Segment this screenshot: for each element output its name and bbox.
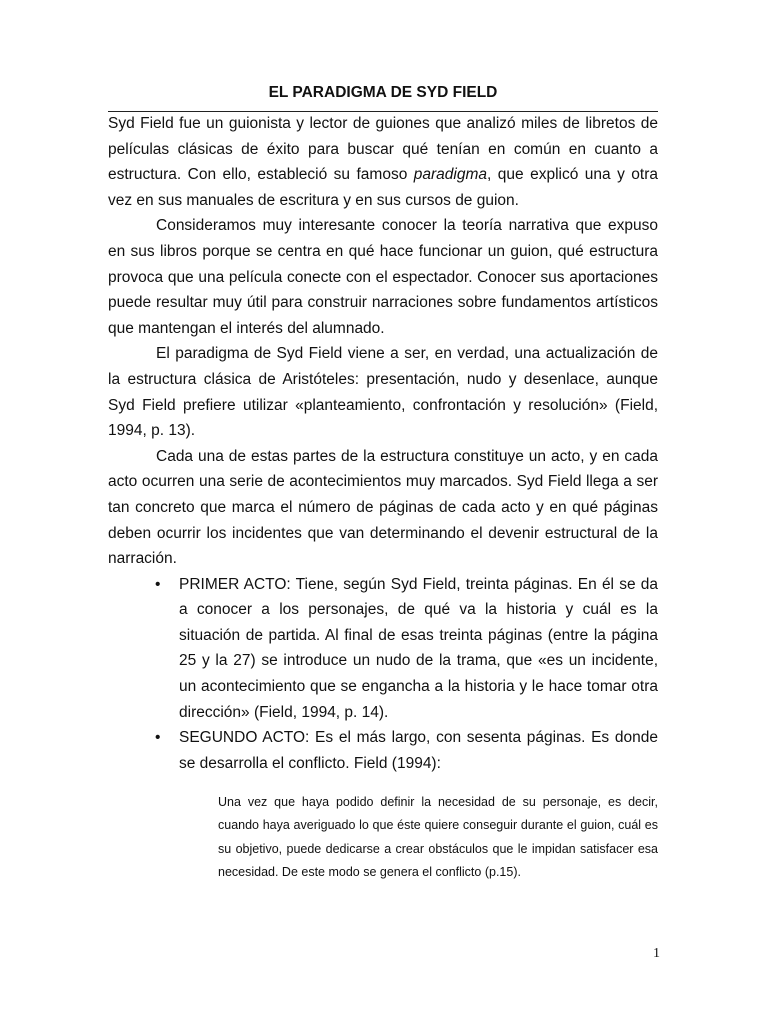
list-item-primer-acto [108, 572, 658, 726]
paragraph-1-start: Syd Field fue un guionista y lector de guiones que analizó miles de libretos de películas clásicas de éxito para buscar qué tenían en común en cuanto a estructura. Con ello, estableció su famoso [108, 115, 658, 184]
paragraph-1-end: , que explicó una y otra vez en sus manuales de escritura y en sus cursos de guion. [108, 166, 658, 209]
list-item-text: PRIMER ACTO: Tiene, según Syd Field, treinta páginas. En él se da a conocer a los personajes, de qué va la historia y cuál es la situación de partida. Al final de esas treinta páginas (entre la página 25 y la 27) se introduce un nudo de la trama, que «es un incidente, un acontecimiento que se engancha a la historia y le hace tomar otra dirección» (Field, 1994, p. 14). [179, 575, 658, 721]
bullet-dot-icon: • [155, 575, 161, 593]
acts-list [108, 572, 658, 777]
list-item-segundo-acto [108, 725, 658, 776]
paragraph-2: Consideramos muy interesante conocer la teoría narrativa que expuso en sus libros porque se centra en qué hace funcionar un guion, qué estructura provoca que una película conecte con el espectador. Conocer sus aportaciones puede resultar muy útil para construir narraciones sobre fundamentos artísticos que mantengan el interés del alumnado. [108, 217, 658, 337]
paragraph-3: El paradigma de Syd Field viene a ser, en verdad, una actualización de la estructura clásica de Aristóteles: presentación, nudo y desenlace, aunque Syd Field prefiere utilizar «planteamiento, confrontación y resolución» (Field, 1994, p. 13). [108, 345, 658, 440]
bullet-dot-icon: • [155, 729, 161, 747]
document-title: EL PARADIGMA DE SYD FIELD [268, 84, 498, 101]
document-body [108, 111, 658, 776]
page-number: 1 [653, 946, 660, 961]
paragraph-1-emphasis: paradigma [413, 166, 488, 184]
block-quote: Una vez que haya podido definir la necesidad de su personaje, es decir, cuando haya averiguado lo que éste quiere conseguir durante el guion, cuál es su objetivo, puede dedicarse a crear obstáculos que le impidan satisfacer esa necesidad. De este modo se genera el conflicto (p.15). [218, 795, 658, 879]
list-item-text: SEGUNDO ACTO: Es el más largo, con sesenta páginas. Es donde se desarrolla el conflicto. Field (1994): [179, 729, 658, 772]
paragraph-4: Cada una de estas partes de la estructura constituye un acto, y en cada acto ocurren una serie de acontecimientos muy marcados. Syd Field llega a ser tan concreto que marca el número de páginas de cada acto y en qué páginas deben ocurrir los incidentes que van determinando el devenir estructural de la narración. [108, 447, 658, 568]
paragraph-1 [108, 111, 658, 213]
